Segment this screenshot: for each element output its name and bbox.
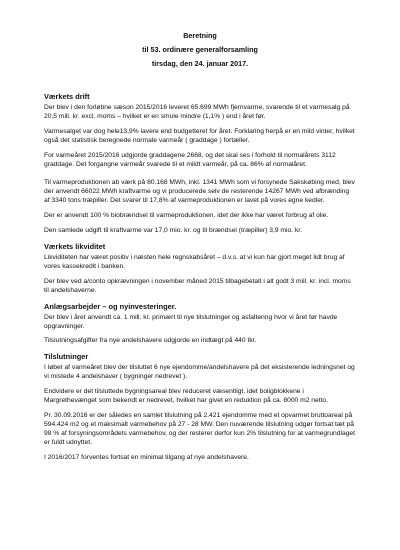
section-tilslutninger bbox=[44, 352, 356, 462]
document-title: Beretning bbox=[183, 31, 217, 40]
section-heading: Værkets drift bbox=[44, 92, 90, 101]
paragraph: Varmesalget var dog hele13,9% lavere end budgetteret for året. Forklaring herpå er en mild vinter, hvilket også det statistisk beregnede normale varmeår ( graddage ) fortæller. bbox=[44, 127, 355, 144]
paragraph: Pr. 30.09.2016 er der således en samlet tilslutning på 2.421 ejendomme med et opvarmet bruttoareal på 594.424 m2 og et maksimalt varmebehov på 27 - 28 MW. Den nuværende tilslutning udgør fortsat tæt på 98 % af forsyningsområdets varmebehov, og der resterer derfor kun 2% tilslutning for at varmegrundlaget er fuldt udnyttet. bbox=[44, 411, 356, 446]
paragraph: Endvidere er det tilsluttede bygningsareal blev reduceret væsentligt, idet boligblokkene i Margrethevænget som bekendt er nedrevet, hvilket har givet en reduktion på ca. 8000 m2 netto. bbox=[44, 388, 329, 405]
section-heading: Værkets likviditet bbox=[44, 241, 106, 251]
paragraph: Tilslutningsafgifter fra nye andelshavere udgjorde en indtægt på 440 tkr. bbox=[44, 337, 257, 345]
paragraph: Der blev i den forløbne sæson 2015/2016 leveret 65.699 MWh fjernvarme, svarende til et varmesalg på 20,5 mill. kr. excl. moms – hvilket er en smule mindre (1,1% ) end i året før. bbox=[44, 104, 350, 120]
paragraph: Likviditeten har været positiv i næsten hele regnskabsåret – d.v.s. at vi kun har gjort meget lidt brug af vores kassekredit i banken. bbox=[44, 253, 345, 270]
document-date: tirsdag, den 24. januar 2017. bbox=[151, 59, 249, 68]
section-likviditet bbox=[44, 242, 356, 296]
paragraph: Til varmeproduktionen ab værk på 80.168 MWh, inkl. 1341 MWh som vi forsynede Sakskøbing med, blev der anvendt 66022 MWh kraftvarme og vi producerede selv de resterende 14267 MWh ved afbrænding af 3340 tons træpiller. Det svarer til 17,8% af varmeproduktionen er lavet på vores egne kedler. bbox=[44, 179, 355, 205]
section-heading: Tilslutninger bbox=[44, 352, 89, 362]
document-header bbox=[44, 30, 356, 70]
paragraph: I løbet af varmeåret blev der tilsluttet 6 nye ejendomme/andelshavere på det eksisterende ledningsnet og vi mistede 4 andelshaver ( bygninger nedrevet ). bbox=[44, 364, 355, 381]
section-vaerkets-drift bbox=[44, 92, 356, 236]
document-subtitle: til 53. ordinære generalforsamling bbox=[142, 45, 258, 54]
paragraph: For varmeåret 2015/2016 udgjorde graddagene 2668, og det skal ses i forhold til normalårets 3112 graddage. Det forgangne varmeår svarede til et mildt varmeår, på ca. 86% af normalåret. bbox=[44, 151, 336, 168]
paragraph: I 2016/2017 forventes fortsat en minimal tilgang af nye andelshavere. bbox=[44, 453, 249, 461]
paragraph: Der blev ved a/conto opkrævningen i november måned 2015 tilbagebetalt i alt godt 3 mill. kr. incl. moms til andelshaverne. bbox=[44, 277, 351, 294]
paragraph: Den samlede udgift til kraftvarme var 17,0 mio. kr. og til brændsel (træpiller) 3,9 mio. kr. bbox=[44, 227, 302, 235]
paragraph: Der er anvendt 100 % biobrændsel til varmeproduktionen, idet der ikke har været forbrug af olie. bbox=[44, 212, 329, 220]
section-heading: Anlægsarbejder – og nyinvesteringer. bbox=[44, 301, 177, 311]
section-anlaegsarbejder bbox=[44, 302, 356, 347]
paragraph: Der blev i året anvendt ca. 1 mill. kr. primært til nye tilslutninger og asfaltering hvor vi året før havde opgravninger. bbox=[44, 313, 338, 330]
